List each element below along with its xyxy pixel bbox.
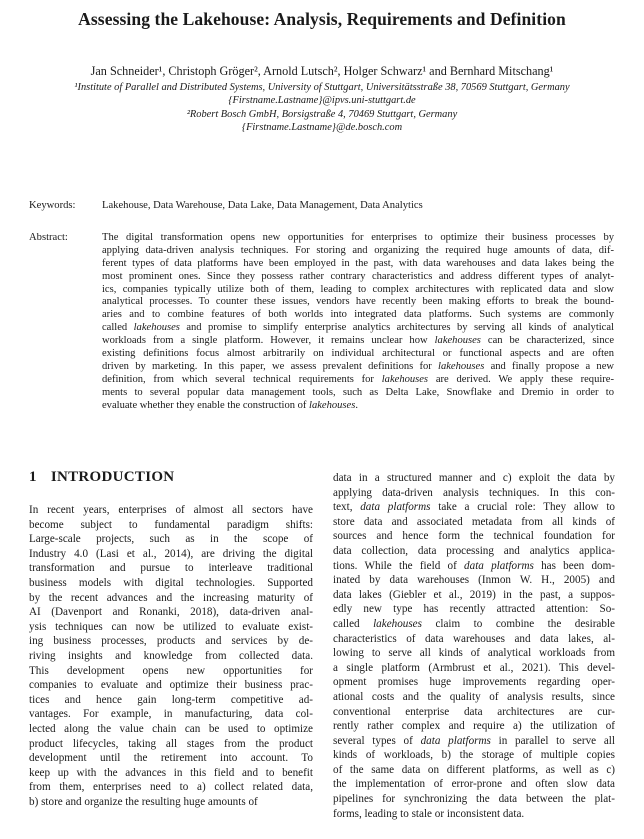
keywords-label: Keywords: [29, 200, 76, 211]
abstract-line: workloads from a single platform. However, it remains unclear how lakehouses can be characterized, since [102, 335, 614, 347]
body-text-line: lected along the value chain can be used to optimize [29, 722, 313, 735]
affiliation-1-email: {Firstname.Lastname}@ipvs.uni-stuttgart.de [228, 95, 416, 106]
body-text-line: conventional enterprise data architectures are cur- [333, 705, 615, 718]
left-column [29, 503, 313, 809]
body-text-line: data in a structured manner and c) exploit the data by [333, 472, 615, 484]
body-text-line: of the same data on different platforms, as well as c) [333, 763, 615, 776]
affiliation-1: ¹Institute of Parallel and Distributed Systems, University of Stuttgart, Universitätsstraße 38, 70569 Stuttgart, Germany [74, 82, 570, 93]
section-title: INTRODUCTION [50, 469, 175, 485]
body-text-line: keep up with the advances in this field and to benefit [29, 766, 313, 779]
affiliation-2: ²Robert Bosch GmbH, Borsigstraße 4, 70469 Stuttgart, Germany [186, 109, 458, 120]
abstract-line: existing definitions focus almost arbitrarily on individual architectural or functional aspects and are often [102, 348, 614, 360]
body-text-line: called lakehouses claim to combine the desirable [333, 617, 615, 630]
body-text-line: transformation and pursue to interleave traditional [29, 562, 313, 575]
abstract-line: driven by marketing. In this paper, we assess prevalent definitions for lakehouses and finally propose a new [102, 360, 614, 372]
body-text-line: ysis techniques can now be utilized to evaluate exist- [29, 620, 313, 633]
body-text-line: characteristics of data warehouses and data lakes, al- [333, 632, 615, 645]
body-text-line: In recent years, enterprises of almost all sectors have [29, 504, 313, 516]
body-text-line: applying data-driven analysis techniques. In this con- [333, 486, 615, 499]
abstract-line: The digital transformation opens new opportunities for enterprises to optimize their business processes by [102, 232, 614, 243]
body-text-line: store data and associated metadata from all kinds of [333, 515, 615, 528]
body-text-line: This development opens new opportunities for [29, 664, 313, 677]
body-text-line: ational costs and the quality of analysis results, since [333, 690, 615, 703]
author-list: Jan Schneider¹, Christoph Gröger², Arnold Lutsch², Holger Schwarz¹ and Bernhard Mitschang¹ [90, 64, 554, 78]
body-text-line: tions. While the field of data platforms has been dom- [333, 559, 615, 572]
body-text-line: pipelines for synchronizing the data between the plat- [333, 793, 615, 806]
body-text-line: development until the retirement into account. To [29, 752, 313, 765]
abstract-line: ments to several popular data management tools, such as Delta Lake, Snowflake and Dremio in order to [102, 386, 614, 398]
body-text-line: forms, leading to stale or inconsistent data. [333, 807, 525, 820]
body-text-line: data lakes (Giebler et al., 2019) in the past, a suppos- [333, 588, 615, 601]
body-text-line: opment promises huge improvements regarding oper- [333, 676, 615, 689]
abstract-line: analytical processes. To counter these issues, vendors have recently been making efforts to break the bound- [102, 296, 614, 308]
body-text-line: product lifecycles, taking all stages from the product [29, 737, 313, 750]
body-text-line: lowing to serve all kinds of analytical workloads from [333, 647, 615, 660]
body-text-line: tices and hence gain long-term competitive ad- [29, 693, 313, 706]
section-heading [29, 469, 174, 486]
body-text-line: Large-scale projects, such as in the scope of [29, 533, 313, 546]
body-text-line: a single platform (Armbrust et al., 2021). This devel- [333, 661, 615, 674]
body-text-line: b) store and organize the resulting huge amounts of [29, 795, 258, 808]
body-text-line: sources and hence form the technical foundation for [333, 530, 615, 543]
abstract-line: ics, companies typically utilize both of them, leading to complex architectures with replicated data and slow [102, 283, 614, 295]
affiliation-2-email: {Firstname.Lastname}@de.bosch.com [241, 122, 403, 133]
abstract-line: definition, from which several technical requirements for lakehouses are derived. We apply these require- [102, 373, 614, 385]
body-text-line: edly new type has recently attracted attention: So- [333, 603, 615, 616]
body-text-line: companies to evaluate and optimize their business prac- [29, 679, 313, 692]
abstract-line: ferent types of data platforms have been employed in the past, with data warehouses and data lakes being the [102, 257, 614, 269]
abstract-line: evaluate whether they enable the construction of lakehouses. [102, 399, 358, 411]
right-column [333, 471, 615, 821]
body-text-line: business models with digital technologies. Supported [29, 576, 313, 589]
body-text-line: riving insights and knowledge from collected data. [29, 649, 313, 662]
abstract-label: Abstract: [29, 232, 68, 243]
body-text-line: text, data platforms take a crucial role: They allow to [333, 501, 615, 514]
body-text-line: rently rather complex and require a) the utilization of [333, 720, 615, 733]
body-text-line: become subject to fundamental paradigm shifts: [29, 518, 313, 531]
abstract-line: most prominent ones. Since they possess rather contrary characteristics and address different types of analyt- [102, 270, 614, 282]
section-number: 1 [29, 469, 37, 485]
body-text-line: data collection, data processing and analytics applica- [333, 544, 615, 557]
body-text-line: Industry 4.0 (Lasi et al., 2014), are driving the digital [29, 547, 313, 560]
abstract-line: called lakehouses and promise to simplify enterprise analytics architectures by serving all kinds of analytical [102, 322, 614, 334]
body-text-line: several types of data platforms in parallel to serve all [333, 734, 615, 747]
abstract-line: aries and to combine features of both worlds into integrated data platforms. Such systems are commonly [102, 309, 614, 321]
body-text-line: vantages. For example, in manufacturing, data col- [29, 708, 313, 721]
paper-title: Assessing the Lakehouse: Analysis, Requirements and Definition [78, 9, 566, 29]
body-text-line: AI (Davenport and Ronanki, 2018), data-driven anal- [29, 606, 313, 619]
body-text-line: inated by data warehouses (Inmon W. H., 2005) and [333, 574, 615, 587]
body-text-line: kinds of workloads, b) the storage of multiple copies [333, 749, 615, 762]
body-text-line: by the recent advances and the increasing maturity of [29, 591, 313, 604]
body-text-line: the implementation of error-prone and often slow data [333, 778, 615, 791]
keywords-text: Lakehouse, Data Warehouse, Data Lake, Data Management, Data Analytics [102, 200, 423, 211]
body-text-line: from them, enterprises need to a) collect related data, [29, 781, 313, 794]
abstract-line: applying data-driven analysis techniques. For storing and organizing the required huge amounts of data, dif- [102, 244, 614, 256]
body-text-line: ing business processes, products and services by de- [29, 635, 313, 648]
abstract-body [102, 232, 614, 412]
